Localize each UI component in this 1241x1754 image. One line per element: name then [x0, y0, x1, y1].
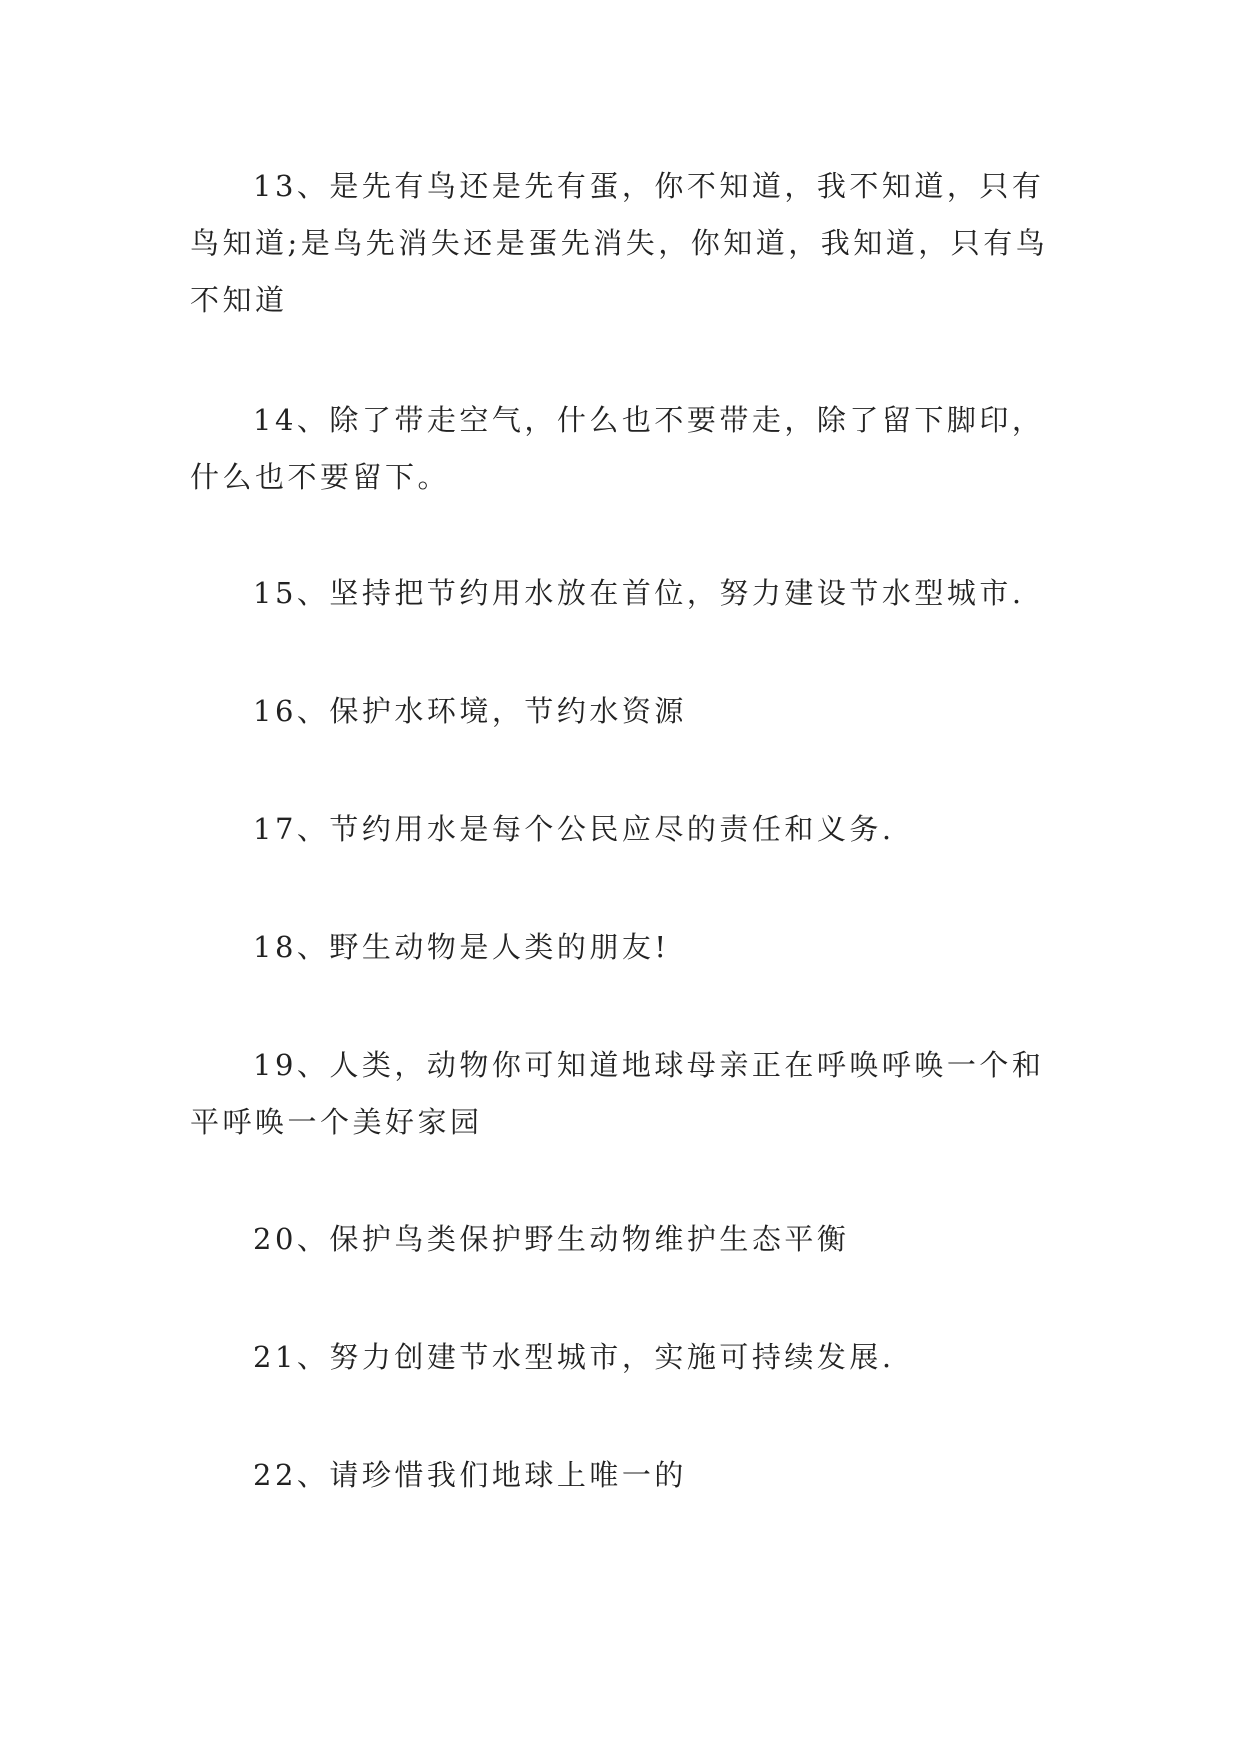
slogan-paragraph-17: 17、节约用水是每个公民应尽的责任和义务. [253, 812, 895, 846]
slogan-paragraph-15: 15、坚持把节约用水放在首位，努力建设节水型城市. [253, 576, 1025, 610]
slogan-paragraph-18: 18、野生动物是人类的朋友! [253, 930, 670, 964]
slogan-paragraph-13: 13、是先有鸟还是先有蛋，你不知道，我不知道，只有鸟知道;是鸟先消失还是蛋先消失，你知道，我知道，只有鸟不知道 [190, 169, 1049, 317]
slogan-paragraph-22: 22、请珍惜我们地球上唯一的 [253, 1458, 687, 1492]
slogan-paragraph-21: 21、努力创建节水型城市，实施可持续发展. [253, 1340, 895, 1374]
slogan-paragraph-16: 16、保护水环境，节约水资源 [253, 694, 687, 728]
slogan-paragraph-20: 20、保护鸟类保护野生动物维护生态平衡 [253, 1222, 850, 1256]
slogan-paragraph-14: 14、除了带走空气，什么也不要带走，除了留下脚印，什么也不要留下。 [190, 403, 1045, 494]
slogan-paragraph-19: 19、人类，动物你可知道地球母亲正在呼唤呼唤一个和平呼唤一个美好家园 [190, 1048, 1045, 1139]
